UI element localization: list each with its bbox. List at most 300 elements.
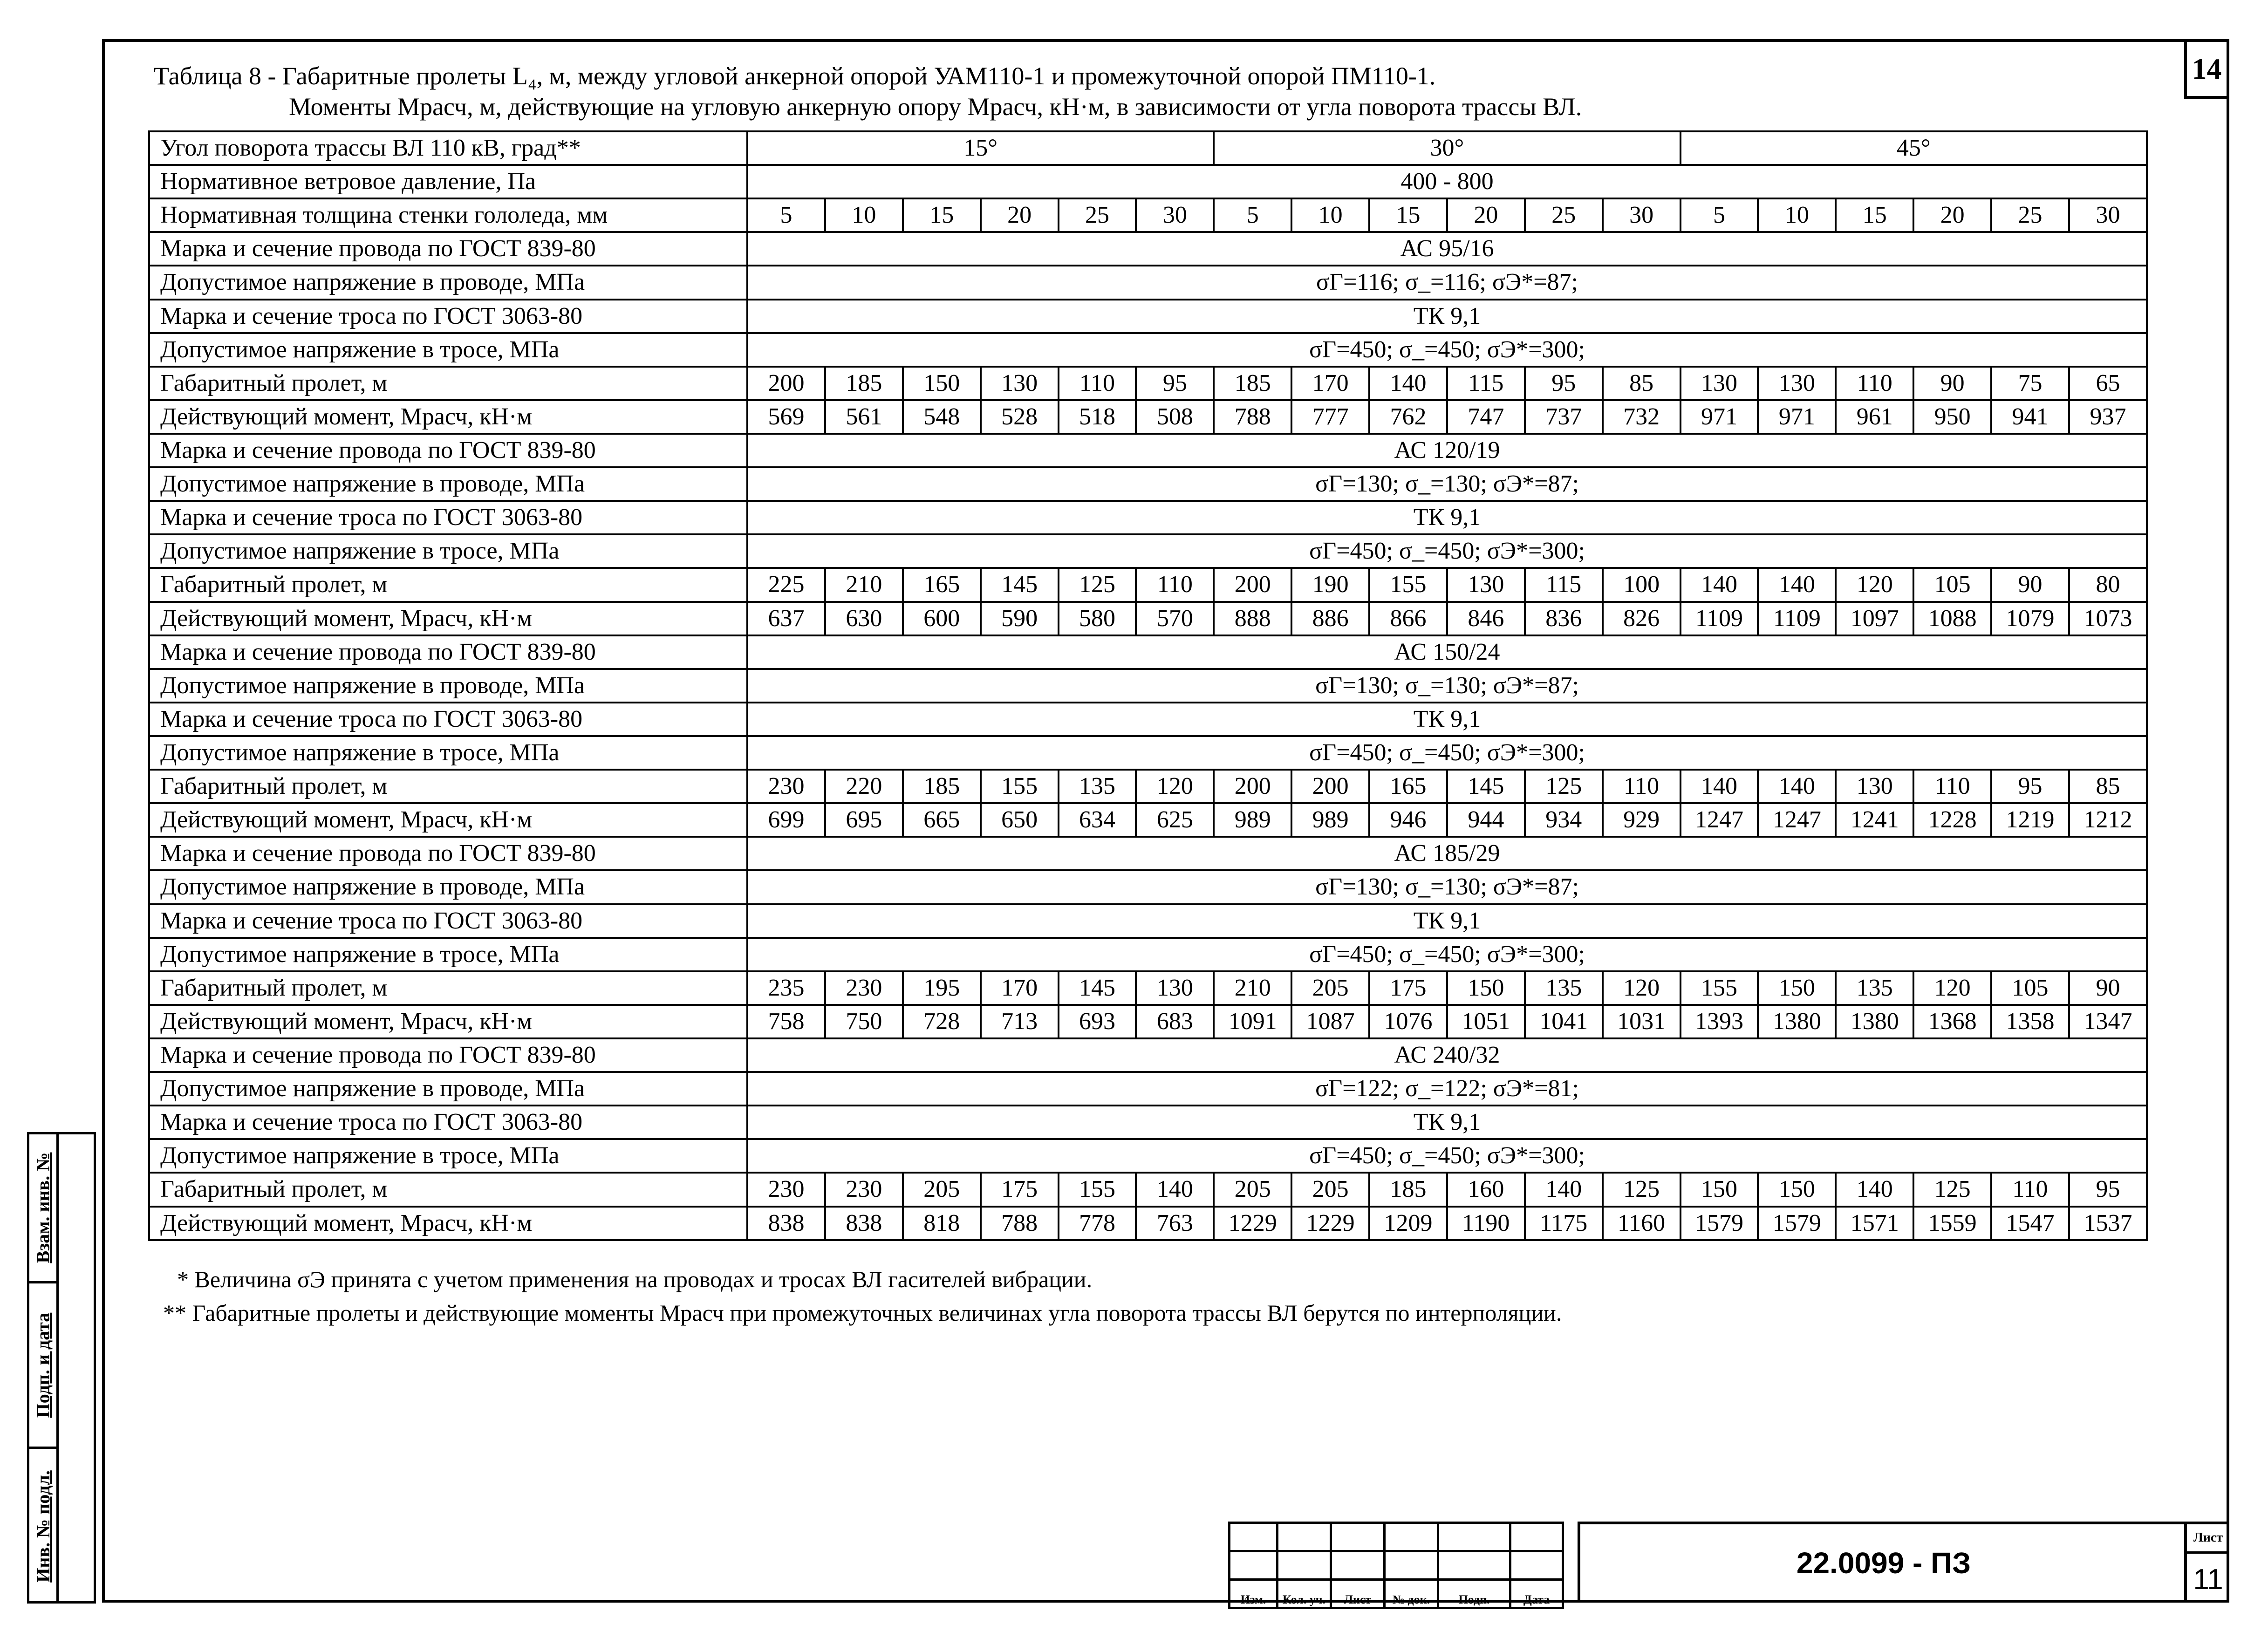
table-row bbox=[149, 367, 2147, 400]
cable-value: ТК 9,1 bbox=[747, 1106, 2147, 1139]
span-value: 155 bbox=[981, 770, 1059, 803]
span-value: 140 bbox=[1681, 568, 1758, 601]
table-row bbox=[149, 938, 2147, 971]
span-value: 150 bbox=[903, 367, 981, 400]
cable-value: ТК 9,1 bbox=[747, 703, 2147, 736]
moment-value: 778 bbox=[1059, 1207, 1136, 1241]
moment-value: 1219 bbox=[1991, 803, 2069, 837]
ice-value: 10 bbox=[1291, 198, 1369, 232]
table-row bbox=[149, 300, 2147, 333]
span-value: 210 bbox=[1214, 971, 1291, 1005]
span-value: 95 bbox=[2069, 1173, 2147, 1206]
ice-value: 15 bbox=[903, 198, 981, 232]
span-value: 155 bbox=[1681, 971, 1758, 1005]
moment-value: 561 bbox=[825, 400, 903, 434]
cable-label: Марка и сечение троса по ГОСТ 3063-80 bbox=[149, 703, 747, 736]
margin-stamp bbox=[27, 1132, 96, 1604]
ice-value: 15 bbox=[1369, 198, 1447, 232]
moment-value: 1175 bbox=[1525, 1207, 1603, 1241]
moment-value: 1087 bbox=[1291, 1005, 1369, 1038]
span-value: 95 bbox=[1525, 367, 1603, 400]
moment-value: 637 bbox=[747, 602, 825, 635]
table-row bbox=[149, 1038, 2147, 1072]
span-value: 230 bbox=[825, 971, 903, 1005]
moment-value: 569 bbox=[747, 400, 825, 434]
table-row bbox=[149, 400, 2147, 434]
moment-value: 989 bbox=[1214, 803, 1291, 837]
moment-value: 1229 bbox=[1291, 1207, 1369, 1241]
moment-value: 989 bbox=[1291, 803, 1369, 837]
moment-value: 699 bbox=[747, 803, 825, 837]
span-value: 200 bbox=[1214, 568, 1291, 601]
page-number: 14 bbox=[2184, 39, 2229, 99]
moment-value: 590 bbox=[981, 602, 1059, 635]
moment-value: 1393 bbox=[1681, 1005, 1758, 1038]
span-value: 225 bbox=[747, 568, 825, 601]
sheet-number: 11 bbox=[2193, 1563, 2223, 1596]
span-value: 125 bbox=[1525, 770, 1603, 803]
span-label: Габаритный пролет, м bbox=[149, 770, 747, 803]
moment-value: 518 bbox=[1059, 400, 1136, 434]
moment-value: 1537 bbox=[2069, 1207, 2147, 1241]
span-value: 110 bbox=[1991, 1173, 2069, 1206]
moment-value: 1041 bbox=[1525, 1005, 1603, 1038]
moment-value: 937 bbox=[2069, 400, 2147, 434]
stamp-cell-inv bbox=[29, 1449, 56, 1604]
moment-value: 1559 bbox=[1913, 1207, 1991, 1241]
table-row bbox=[149, 568, 2147, 601]
cable-label: Марка и сечение троса по ГОСТ 3063-80 bbox=[149, 501, 747, 534]
title-block-header: Кол. уч. bbox=[1277, 1580, 1331, 1608]
moment-label: Действующий момент, Mрасч, кН·м bbox=[149, 400, 747, 434]
ice-value: 5 bbox=[1214, 198, 1291, 232]
moment-label: Действующий момент, Mрасч, кН·м bbox=[149, 1005, 747, 1038]
span-value: 110 bbox=[1136, 568, 1214, 601]
ice-value: 30 bbox=[2069, 198, 2147, 232]
span-value: 230 bbox=[747, 770, 825, 803]
moment-value: 888 bbox=[1214, 602, 1291, 635]
moment-label: Действующий момент, Mрасч, кН·м bbox=[149, 1207, 747, 1241]
table-row bbox=[149, 669, 2147, 703]
span-value: 130 bbox=[1447, 568, 1525, 601]
cable-stress-value: σГ=450; σ_=450; σЭ*=300; bbox=[747, 534, 2147, 568]
moment-value: 944 bbox=[1447, 803, 1525, 837]
ice-value: 25 bbox=[1059, 198, 1136, 232]
span-value: 110 bbox=[1603, 770, 1681, 803]
moment-value: 508 bbox=[1136, 400, 1214, 434]
moment-value: 1190 bbox=[1447, 1207, 1525, 1241]
span-value: 205 bbox=[1291, 1173, 1369, 1206]
ice-value: 25 bbox=[1525, 198, 1603, 232]
span-value: 105 bbox=[1991, 971, 2069, 1005]
table-row bbox=[149, 1139, 2147, 1173]
span-value: 85 bbox=[2069, 770, 2147, 803]
stamp-cell-replace bbox=[29, 1134, 56, 1283]
moment-value: 600 bbox=[903, 602, 981, 635]
table-row bbox=[149, 736, 2147, 770]
moment-value: 1076 bbox=[1369, 1005, 1447, 1038]
moment-value: 788 bbox=[981, 1207, 1059, 1241]
stamp-cell-sign bbox=[29, 1283, 56, 1449]
span-value: 130 bbox=[1836, 770, 1913, 803]
span-value: 140 bbox=[1525, 1173, 1603, 1206]
wire-label: Марка и сечение провода по ГОСТ 839-80 bbox=[149, 635, 747, 669]
span-value: 165 bbox=[903, 568, 981, 601]
cable-label: Марка и сечение троса по ГОСТ 3063-80 bbox=[149, 904, 747, 938]
caption-line-2: Моменты Mрасч, м, действующие на угловую анкерную опору Mрасч, кН·м, в зависимости от угла поворота трассы ВЛ. bbox=[289, 93, 1582, 121]
moment-value: 650 bbox=[981, 803, 1059, 837]
title-block-header: № док. bbox=[1385, 1580, 1438, 1608]
span-value: 140 bbox=[1369, 367, 1447, 400]
table-row bbox=[149, 635, 2147, 669]
moment-value: 747 bbox=[1447, 400, 1525, 434]
span-value: 75 bbox=[1991, 367, 2069, 400]
ice-value: 10 bbox=[825, 198, 903, 232]
wire-stress-value: σГ=130; σ_=130; σЭ*=87; bbox=[747, 870, 2147, 904]
span-value: 95 bbox=[1991, 770, 2069, 803]
wire-stress-label: Допустимое напряжение в проводе, МПа bbox=[149, 870, 747, 904]
document-code: 22.0099 - ПЗ bbox=[1578, 1522, 2187, 1602]
caption-line-1: Таблица 8 - Габаритные пролеты L₄, м, между угловой анкерной опорой УАМ110-1 и промежуточной опорой ПМ110-1. bbox=[154, 62, 1436, 90]
table-row bbox=[149, 803, 2147, 837]
span-value: 185 bbox=[903, 770, 981, 803]
cable-label: Марка и сечение троса по ГОСТ 3063-80 bbox=[149, 300, 747, 333]
span-value: 150 bbox=[1758, 971, 1836, 1005]
table-row bbox=[149, 1072, 2147, 1106]
span-value: 100 bbox=[1603, 568, 1681, 601]
moment-value: 750 bbox=[825, 1005, 903, 1038]
cable-value: ТК 9,1 bbox=[747, 904, 2147, 938]
moment-value: 683 bbox=[1136, 1005, 1214, 1038]
moment-value: 758 bbox=[747, 1005, 825, 1038]
moment-value: 1079 bbox=[1991, 602, 2069, 635]
moment-value: 1097 bbox=[1836, 602, 1913, 635]
cable-stress-value: σГ=450; σ_=450; σЭ*=300; bbox=[747, 1139, 2147, 1173]
wind-value: 400 - 800 bbox=[747, 165, 2147, 198]
footnotes bbox=[163, 1263, 1562, 1330]
table-row bbox=[149, 434, 2147, 467]
moment-value: 1109 bbox=[1681, 602, 1758, 635]
wire-label: Марка и сечение провода по ГОСТ 839-80 bbox=[149, 434, 747, 467]
cable-stress-value: σГ=450; σ_=450; σЭ*=300; bbox=[747, 938, 2147, 971]
moment-label: Действующий момент, Mрасч, кН·м bbox=[149, 602, 747, 635]
span-value: 130 bbox=[1758, 367, 1836, 400]
moment-value: 1209 bbox=[1369, 1207, 1447, 1241]
table-row bbox=[149, 232, 2147, 266]
span-value: 115 bbox=[1447, 367, 1525, 400]
span-value: 200 bbox=[747, 367, 825, 400]
moment-value: 737 bbox=[1525, 400, 1603, 434]
table-row bbox=[149, 131, 2147, 165]
span-value: 230 bbox=[747, 1173, 825, 1206]
span-label: Габаритный пролет, м bbox=[149, 568, 747, 601]
span-value: 110 bbox=[1059, 367, 1136, 400]
moment-value: 1228 bbox=[1913, 803, 1991, 837]
span-value: 135 bbox=[1059, 770, 1136, 803]
moment-value: 1247 bbox=[1681, 803, 1758, 837]
span-value: 235 bbox=[747, 971, 825, 1005]
span-value: 130 bbox=[1136, 971, 1214, 1005]
sheet-box bbox=[2184, 1522, 2229, 1603]
cable-stress-label: Допустимое напряжение в тросе, МПа bbox=[149, 938, 747, 971]
cable-stress-label: Допустимое напряжение в тросе, МПа bbox=[149, 1139, 747, 1173]
wire-stress-label: Допустимое напряжение в проводе, МПа bbox=[149, 266, 747, 299]
span-value: 120 bbox=[1603, 971, 1681, 1005]
span-value: 90 bbox=[2069, 971, 2147, 1005]
span-value: 65 bbox=[2069, 367, 2147, 400]
moment-value: 961 bbox=[1836, 400, 1913, 434]
table-row bbox=[149, 1207, 2147, 1241]
angle-label: Угол поворота трассы ВЛ 110 кВ, град** bbox=[149, 131, 747, 165]
stamp-label-inv: Инв. № подл. bbox=[32, 1470, 54, 1583]
span-value: 155 bbox=[1059, 1173, 1136, 1206]
table-row bbox=[149, 198, 2147, 232]
span-value: 110 bbox=[1913, 770, 1991, 803]
wire-stress-value: σГ=116; σ_=116; σЭ*=87; bbox=[747, 266, 2147, 299]
span-value: 110 bbox=[1836, 367, 1913, 400]
span-value: 80 bbox=[2069, 568, 2147, 601]
wire-stress-label: Допустимое напряжение в проводе, МПа bbox=[149, 669, 747, 703]
table-row bbox=[149, 904, 2147, 938]
table-row bbox=[149, 266, 2147, 299]
span-value: 205 bbox=[1291, 971, 1369, 1005]
span-label: Габаритный пролет, м bbox=[149, 1173, 747, 1206]
moment-value: 580 bbox=[1059, 602, 1136, 635]
span-value: 150 bbox=[1447, 971, 1525, 1005]
ice-value: 20 bbox=[981, 198, 1059, 232]
moment-value: 1368 bbox=[1913, 1005, 1991, 1038]
span-value: 165 bbox=[1369, 770, 1447, 803]
moment-value: 846 bbox=[1447, 602, 1525, 635]
moment-value: 836 bbox=[1525, 602, 1603, 635]
moment-value: 1031 bbox=[1603, 1005, 1681, 1038]
span-value: 200 bbox=[1291, 770, 1369, 803]
span-value: 205 bbox=[1214, 1173, 1291, 1206]
moment-value: 971 bbox=[1681, 400, 1758, 434]
ice-value: 20 bbox=[1447, 198, 1525, 232]
moment-value: 886 bbox=[1291, 602, 1369, 635]
table-row bbox=[149, 870, 2147, 904]
span-value: 90 bbox=[1991, 568, 2069, 601]
moment-value: 732 bbox=[1603, 400, 1681, 434]
moment-value: 528 bbox=[981, 400, 1059, 434]
moment-value: 788 bbox=[1214, 400, 1291, 434]
span-value: 125 bbox=[1603, 1173, 1681, 1206]
moment-value: 950 bbox=[1913, 400, 1991, 434]
span-value: 115 bbox=[1525, 568, 1603, 601]
moment-value: 695 bbox=[825, 803, 903, 837]
span-value: 205 bbox=[903, 1173, 981, 1206]
wire-value: АС 240/32 bbox=[747, 1038, 2147, 1072]
wind-label: Нормативное ветровое давление, Па bbox=[149, 165, 747, 198]
span-value: 130 bbox=[981, 367, 1059, 400]
moment-value: 1579 bbox=[1681, 1207, 1758, 1241]
moment-value: 570 bbox=[1136, 602, 1214, 635]
moment-value: 1160 bbox=[1603, 1207, 1681, 1241]
title-block-header: Дата bbox=[1510, 1580, 1563, 1608]
moment-value: 777 bbox=[1291, 400, 1369, 434]
cable-stress-label: Допустимое напряжение в тросе, МПа bbox=[149, 736, 747, 770]
wire-label: Марка и сечение провода по ГОСТ 839-80 bbox=[149, 232, 747, 266]
cable-label: Марка и сечение троса по ГОСТ 3063-80 bbox=[149, 1106, 747, 1139]
moment-value: 929 bbox=[1603, 803, 1681, 837]
span-value: 120 bbox=[1836, 568, 1913, 601]
ice-value: 25 bbox=[1991, 198, 2069, 232]
wire-value: АС 95/16 bbox=[747, 232, 2147, 266]
span-value: 120 bbox=[1913, 971, 1991, 1005]
span-value: 145 bbox=[1447, 770, 1525, 803]
span-value: 140 bbox=[1681, 770, 1758, 803]
moment-value: 946 bbox=[1369, 803, 1447, 837]
table-caption bbox=[154, 61, 1582, 122]
span-value: 210 bbox=[825, 568, 903, 601]
span-value: 140 bbox=[1758, 770, 1836, 803]
footnote-2: ** Габаритные пролеты и действующие моменты Mрасч при промежуточных величинах угла поворота трассы ВЛ берутся по интерполяции. bbox=[163, 1300, 1562, 1326]
table-row bbox=[149, 467, 2147, 501]
moment-value: 728 bbox=[903, 1005, 981, 1038]
footnote-1: * Величина σЭ принята с учетом применения на проводах и тросах ВЛ гасителей вибрации. bbox=[177, 1266, 1093, 1292]
span-value: 190 bbox=[1291, 568, 1369, 601]
span-value: 125 bbox=[1059, 568, 1136, 601]
title-block-grid bbox=[1228, 1522, 1564, 1609]
cable-value: ТК 9,1 bbox=[747, 300, 2147, 333]
title-block-header: Подп. bbox=[1438, 1580, 1510, 1608]
span-value: 175 bbox=[981, 1173, 1059, 1206]
moment-value: 1571 bbox=[1836, 1207, 1913, 1241]
moment-value: 693 bbox=[1059, 1005, 1136, 1038]
span-value: 90 bbox=[1913, 367, 1991, 400]
cable-stress-label: Допустимое напряжение в тросе, МПа bbox=[149, 534, 747, 568]
ice-value: 5 bbox=[747, 198, 825, 232]
wire-stress-label: Допустимое напряжение в проводе, МПа bbox=[149, 467, 747, 501]
wire-value: АС 150/24 bbox=[747, 635, 2147, 669]
span-value: 185 bbox=[1214, 367, 1291, 400]
span-value: 230 bbox=[825, 1173, 903, 1206]
table-row bbox=[149, 165, 2147, 198]
moment-value: 630 bbox=[825, 602, 903, 635]
table-row bbox=[149, 534, 2147, 568]
span-value: 140 bbox=[1136, 1173, 1214, 1206]
moment-value: 1073 bbox=[2069, 602, 2147, 635]
table-row bbox=[149, 1005, 2147, 1038]
moment-value: 762 bbox=[1369, 400, 1447, 434]
span-value: 200 bbox=[1214, 770, 1291, 803]
moment-value: 826 bbox=[1603, 602, 1681, 635]
moment-value: 1109 bbox=[1758, 602, 1836, 635]
moment-value: 634 bbox=[1059, 803, 1136, 837]
angle-header: 45° bbox=[1681, 131, 2147, 165]
span-value: 170 bbox=[1291, 367, 1369, 400]
table-row bbox=[149, 703, 2147, 736]
span-value: 140 bbox=[1836, 1173, 1913, 1206]
table-row bbox=[149, 1173, 2147, 1206]
span-value: 85 bbox=[1603, 367, 1681, 400]
span-value: 170 bbox=[981, 971, 1059, 1005]
moment-value: 713 bbox=[981, 1005, 1059, 1038]
moment-value: 548 bbox=[903, 400, 981, 434]
ice-value: 30 bbox=[1136, 198, 1214, 232]
cable-stress-value: σГ=450; σ_=450; σЭ*=300; bbox=[747, 333, 2147, 367]
span-value: 95 bbox=[1136, 367, 1214, 400]
span-value: 150 bbox=[1681, 1173, 1758, 1206]
span-value: 185 bbox=[1369, 1173, 1447, 1206]
moment-value: 1241 bbox=[1836, 803, 1913, 837]
span-value: 105 bbox=[1913, 568, 1991, 601]
cable-value: ТК 9,1 bbox=[747, 501, 2147, 534]
wire-stress-value: σГ=130; σ_=130; σЭ*=87; bbox=[747, 669, 2147, 703]
moment-value: 818 bbox=[903, 1207, 981, 1241]
moment-value: 1358 bbox=[1991, 1005, 2069, 1038]
moment-value: 763 bbox=[1136, 1207, 1214, 1241]
span-value: 145 bbox=[981, 568, 1059, 601]
ice-value: 30 bbox=[1603, 198, 1681, 232]
ice-value: 10 bbox=[1758, 198, 1836, 232]
wire-stress-label: Допустимое напряжение в проводе, МПа bbox=[149, 1072, 747, 1106]
moment-value: 866 bbox=[1369, 602, 1447, 635]
span-table bbox=[148, 130, 2148, 1241]
angle-header: 30° bbox=[1214, 131, 1680, 165]
span-value: 175 bbox=[1369, 971, 1447, 1005]
span-label: Габаритный пролет, м bbox=[149, 971, 747, 1005]
ice-value: 5 bbox=[1681, 198, 1758, 232]
moment-value: 1051 bbox=[1447, 1005, 1525, 1038]
span-value: 135 bbox=[1525, 971, 1603, 1005]
span-value: 195 bbox=[903, 971, 981, 1005]
moment-value: 838 bbox=[825, 1207, 903, 1241]
table-row bbox=[149, 1106, 2147, 1139]
moment-value: 1347 bbox=[2069, 1005, 2147, 1038]
span-value: 135 bbox=[1836, 971, 1913, 1005]
ice-label: Нормативная толщина стенки гололеда, мм bbox=[149, 198, 747, 232]
span-value: 160 bbox=[1447, 1173, 1525, 1206]
table-row bbox=[149, 837, 2147, 870]
span-value: 155 bbox=[1369, 568, 1447, 601]
title-block-header: Изм. bbox=[1230, 1580, 1277, 1608]
span-label: Габаритный пролет, м bbox=[149, 367, 747, 400]
moment-value: 1547 bbox=[1991, 1207, 2069, 1241]
cable-stress-value: σГ=450; σ_=450; σЭ*=300; bbox=[747, 736, 2147, 770]
sheet-label: Лист bbox=[2187, 1524, 2229, 1554]
moment-value: 1229 bbox=[1214, 1207, 1291, 1241]
moment-value: 1579 bbox=[1758, 1207, 1836, 1241]
wire-label: Марка и сечение провода по ГОСТ 839-80 bbox=[149, 1038, 747, 1072]
stamp-label-replace: Взам. инв. № bbox=[32, 1152, 54, 1263]
moment-value: 934 bbox=[1525, 803, 1603, 837]
stamp-label-sign: Подп. и дата bbox=[32, 1312, 54, 1418]
wire-value: АС 185/29 bbox=[747, 837, 2147, 870]
table-row bbox=[149, 971, 2147, 1005]
moment-value: 1380 bbox=[1758, 1005, 1836, 1038]
moment-value: 971 bbox=[1758, 400, 1836, 434]
span-value: 130 bbox=[1681, 367, 1758, 400]
table-row bbox=[149, 501, 2147, 534]
wire-stress-value: σГ=122; σ_=122; σЭ*=81; bbox=[747, 1072, 2147, 1106]
wire-value: АС 120/19 bbox=[747, 434, 2147, 467]
moment-value: 665 bbox=[903, 803, 981, 837]
angle-header: 15° bbox=[747, 131, 1214, 165]
wire-stress-value: σГ=130; σ_=130; σЭ*=87; bbox=[747, 467, 2147, 501]
table-row bbox=[149, 770, 2147, 803]
moment-value: 1091 bbox=[1214, 1005, 1291, 1038]
span-value: 150 bbox=[1758, 1173, 1836, 1206]
moment-value: 1247 bbox=[1758, 803, 1836, 837]
title-block-header: Лист bbox=[1331, 1580, 1385, 1608]
moment-value: 1380 bbox=[1836, 1005, 1913, 1038]
table-row bbox=[149, 333, 2147, 367]
wire-label: Марка и сечение провода по ГОСТ 839-80 bbox=[149, 837, 747, 870]
span-value: 120 bbox=[1136, 770, 1214, 803]
span-value: 125 bbox=[1913, 1173, 1991, 1206]
